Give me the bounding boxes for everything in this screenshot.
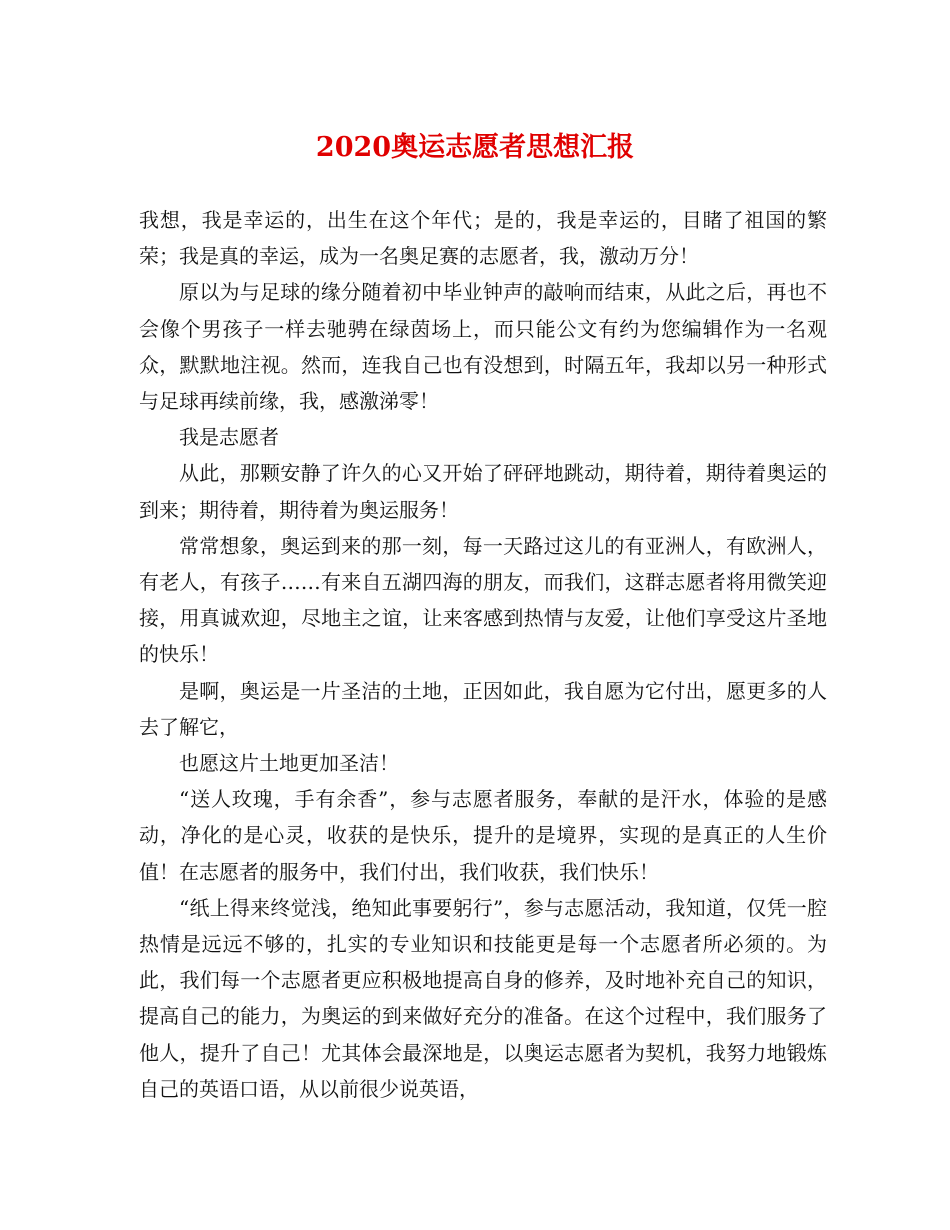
document-title: 2020奥运志愿者思想汇报 <box>315 132 635 163</box>
paragraph: “送人玫瑰，手有余香”，参与志愿者服务，奉献的是汗水，体验的是感动，净化的是心灵，收获的是快乐，提升的是境界，实现的是真正的人生价值！在志愿者的服务中，我们付出，我们收获，我们快乐！ <box>139 787 827 884</box>
paragraph: 原以为与足球的缘分随着初中毕业钟声的敲响而结束，从此之后，再也不会像个男孩子一样去驰骋在绿茵场上，而只能公文有约为您编辑作为一名观众，默默地注视。然而，连我自己也有没想到，时隔五年，我却以另一种形式与足球再续前缘，我，感激涕零！ <box>139 280 827 414</box>
document-body <box>139 202 827 1107</box>
paragraph: 我想，我是幸运的，出生在这个年代；是的，我是幸运的，目睹了祖国的繁荣；我是真的幸运，成为一名奥足赛的志愿者，我，激动万分！ <box>139 208 827 269</box>
paragraph: “纸上得来终觉浅，绝知此事要躬行”，参与志愿活动，我知道，仅凭一腔热情是远远不够的，扎实的专业知识和技能更是每一个志愿者所必须的。为此，我们每一个志愿者更应积极地提高自身的修养，及时地补充自己的知识，提高自己的能力，为奥运的到来做好充分的准备。在这个过程中，我们服务了他人，提升了自己！尤其体会最深地是，以奥运志愿者为契机，我努力地锻炼自己的英语口语，从以前很少说英语， <box>139 895 827 1101</box>
paragraph: 我是志愿者 <box>179 425 279 450</box>
paragraph: 是啊，奥运是一片圣洁的土地，正因如此，我自愿为它付出，愿更多的人去了解它， <box>139 678 827 739</box>
paragraph: 从此，那颗安静了许久的心又开始了砰砰地跳动，期待着，期待着奥运的到来；期待着，期待着为奥运服务！ <box>139 461 827 522</box>
paragraph: 常常想象，奥运到来的那一刻，每一天路过这儿的有亚洲人，有欧洲人，有老人，有孩子……有来自五湖四海的朋友，而我们，这群志愿者将用微笑迎接，用真诚欢迎，尽地主之谊，让来客感到热情与友爱，让他们享受这片圣地的快乐！ <box>139 533 827 667</box>
paragraph: 也愿这片土地更加圣洁！ <box>179 751 399 776</box>
